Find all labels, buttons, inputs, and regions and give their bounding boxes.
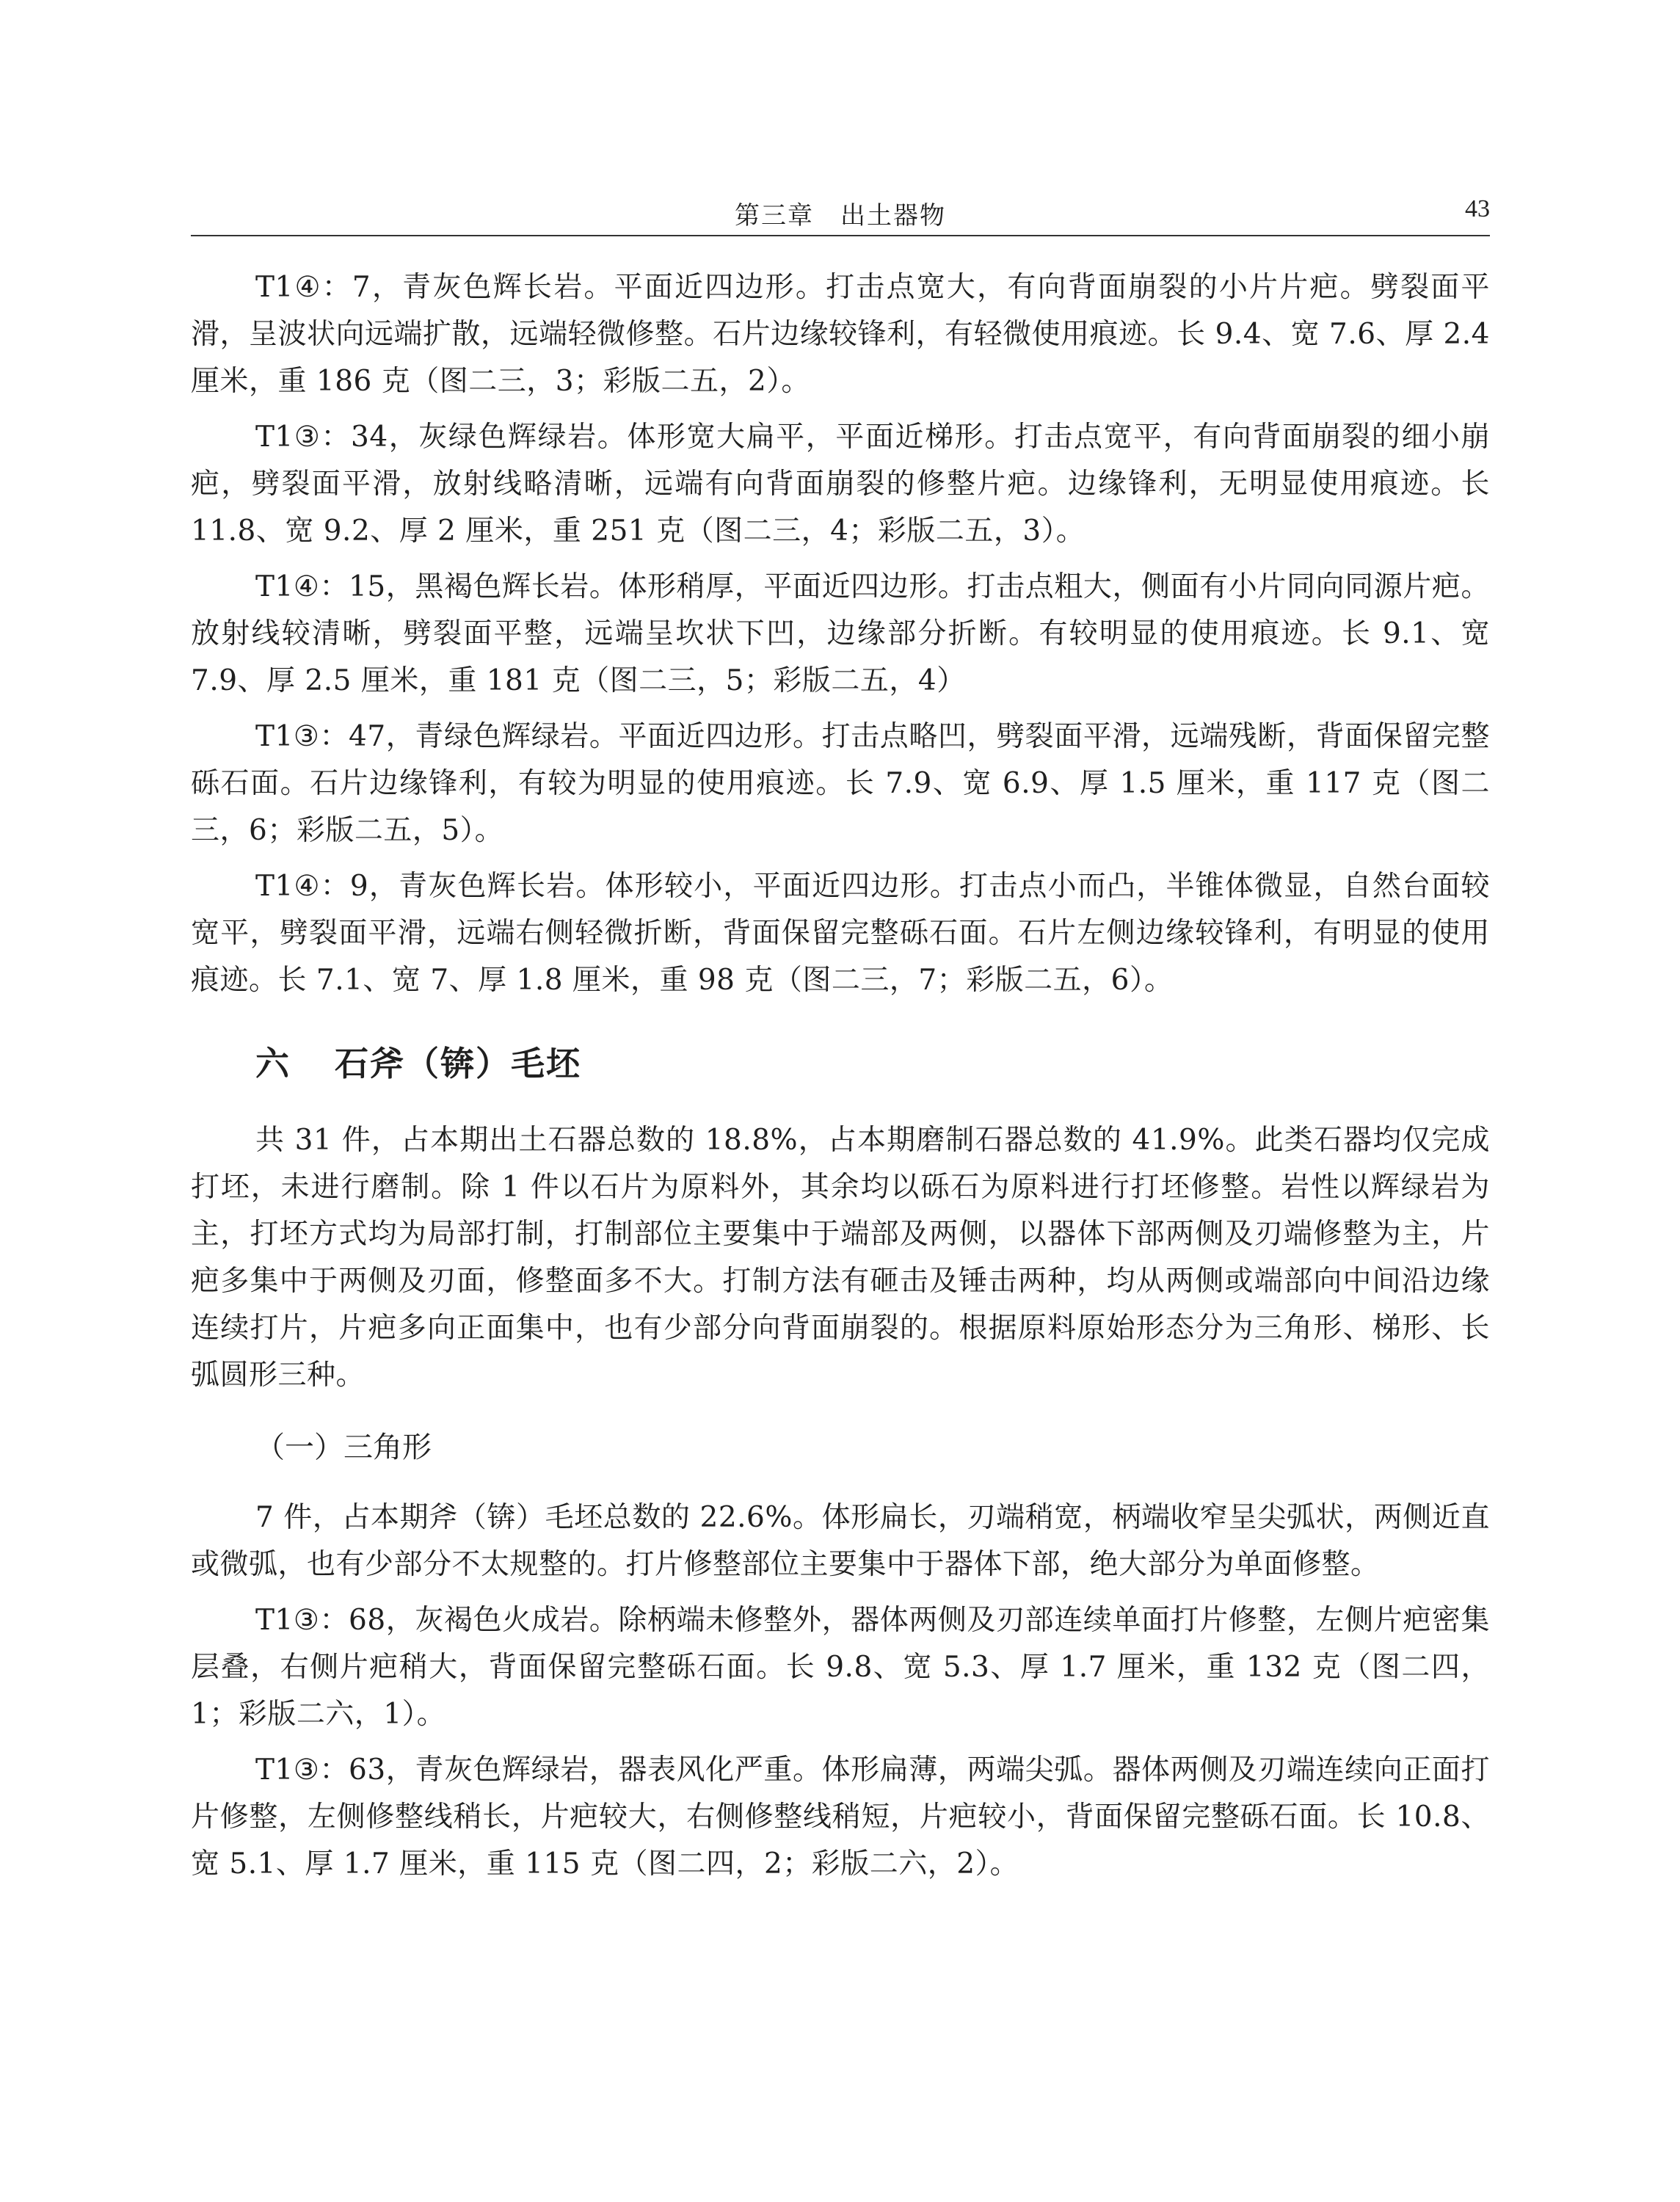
paragraph: T1③：47，青绿色辉绿岩。平面近四边形。打击点略凹，劈裂面平滑，远端残断，背面保留完整砾石面。石片边缘锋利，有较为明显的使用痕迹。长 7.9、宽 6.9、厚 1.5 厘米，重 117 克（图二三，6；彩版二五，5）。 — [191, 720, 1491, 847]
section-title: 石斧（锛）毛坯 — [335, 1044, 581, 1083]
body-text — [191, 264, 1490, 1897]
chapter-title: 第三章 出土器物 — [735, 201, 946, 230]
paragraph: T1③：34，灰绿色辉绿岩。体形宽大扁平，平面近梯形。打击点宽平，有向背面崩裂的细小崩疤，劈裂面平滑，放射线略清晰，远端有向背面崩裂的修整片疤。边缘锋利，无明显使用痕迹。长 11.8、宽 9.2、厚 2 厘米，重 251 克（图二三，4；彩版二五，3）。 — [191, 421, 1490, 548]
subsection-heading: （一）三角形 — [255, 1431, 432, 1464]
paragraph: T1③：63，青灰色辉绿岩，器表风化严重。体形扁薄，两端尖弧。器体两侧及刃端连续向正面打片修整，左侧修整线稍长，片疤较大，右侧修整线稍短，片疤较小，背面保留完整砾石面。长 10.8、宽 5.1、厚 1.7 厘米，重 115 克（图二四，2；彩版二六，2）。 — [191, 1754, 1490, 1881]
paragraph: 7 件，占本期斧（锛）毛坯总数的 22.6%。体形扁长，刃端稍宽，柄端收窄呈尖弧状，两侧近直或微弧，也有少部分不太规整的。打片修整部位主要集中于器体下部，绝大部分为单面修整。 — [191, 1501, 1490, 1581]
section-intro: 共 31 件，占本期出土石器总数的 18.8%，占本期磨制石器总数的 41.9%。此类石器均仅完成打坯，未进行磨制。除 1 件以石片为原料外，其余均以砾石为原料进行打坯修整。岩性以辉绿岩为主，打坯方式均为局部打制，打制部位主要集中于端部及两侧，以器体下部两侧及刃端修整为主，片疤多集中于两侧及刃面，修整面多不大。打制方法有砸击及锤击两种，均从两侧或端部向中间沿边缘连续打片，片疤多向正面集中，也有少部分向背面崩裂的。根据原料原始形态分为三角形、梯形、长弧圆形三种。 — [191, 1124, 1490, 1392]
running-header — [191, 189, 1490, 236]
paragraph: T1④：9，青灰色辉长岩。体形较小，平面近四边形。打击点小而凸，半锥体微显，自然台面较宽平，劈裂面平滑，远端右侧轻微折断，背面保留完整砾石面。石片左侧边缘较锋利，有明显的使用痕迹。长 7.1、宽 7、厚 1.8 厘米，重 98 克（图二三，7；彩版二五，6）。 — [191, 870, 1490, 997]
section-heading — [255, 1038, 1490, 1089]
section-number: 六 — [255, 1044, 291, 1083]
paragraph: T1④：7，青灰色辉长岩。平面近四边形。打击点宽大，有向背面崩裂的小片片疤。劈裂面平滑，呈波状向远端扩散，远端轻微修整。石片边缘较锋利，有轻微使用痕迹。长 9.4、宽 7.6、厚 2.4 厘米，重 186 克（图二三，3；彩版二五，2）。 — [191, 271, 1490, 398]
paragraph: T1③：68，灰褐色火成岩。除柄端未修整外，器体两侧及刃部连续单面打片修整，左侧片疤密集层叠，右侧片疤稍大，背面保留完整砾石面。长 9.8、宽 5.3、厚 1.7 厘米，重 132 克（图二四，1；彩版二六，1）。 — [191, 1604, 1490, 1731]
paragraph: T1④：15，黑褐色辉长岩。体形稍厚，平面近四边形。打击点粗大，侧面有小片同向同源片疤。放射线较清晰，劈裂面平整，远端呈坎状下凹，边缘部分折断。有较明显的使用痕迹。长 9.1、宽 7.9、厚 2.5 厘米，重 181 克（图二三，5；彩版二五，4） — [191, 570, 1490, 697]
page-number: 43 — [1465, 195, 1490, 222]
